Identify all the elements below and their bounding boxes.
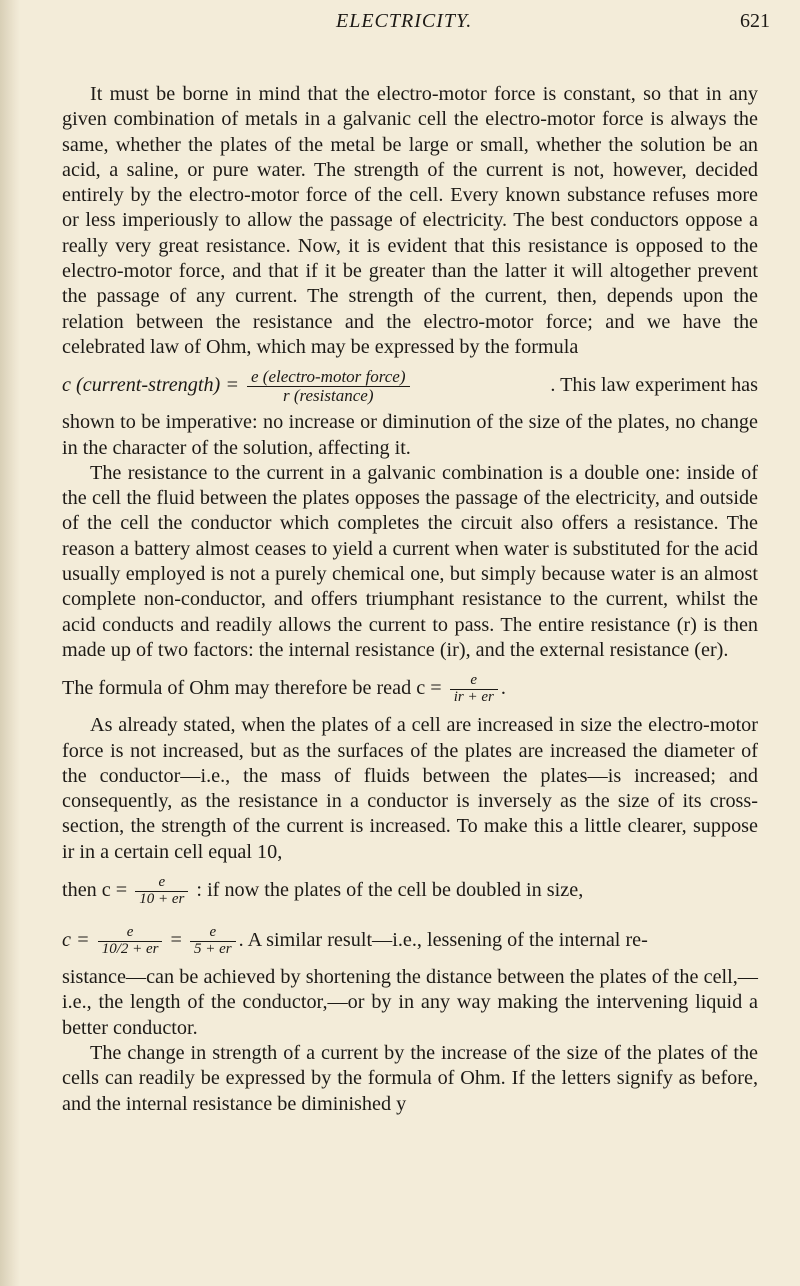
formula-lead-text: then c = [62, 879, 128, 902]
formula-numerator: e [470, 672, 478, 689]
body-text [62, 82, 758, 1117]
formula-fraction-simplified [190, 925, 236, 958]
running-title: ELECTRICITY. [336, 10, 473, 32]
formula-fraction [135, 875, 188, 908]
formula-ohm-internal-external [62, 663, 758, 713]
page-header [0, 4, 800, 36]
formula-period: . [500, 677, 506, 700]
formula-numerator: e [209, 924, 217, 941]
paragraph-change-in-strength: The change in strength of a current by the increase of the size of the plates of the cells can readily be expressed by the formula of Ohm. If the letters signify as before, and the internal resistance be diminished y [62, 1041, 758, 1115]
formula-lead-text: The formula of Ohm may therefore be read c = [62, 677, 442, 700]
formula-denominator: 10 + er [135, 891, 188, 908]
page-number: 621 [740, 10, 770, 32]
formula-denominator: r (resistance) [247, 386, 410, 405]
paragraph-plate-size: As already stated, when the plates of a cell are increased in size the electro-motor force is not increased, but as the surfaces of the plates are increased the diameter of the conductor—i.e., the mass of fluids between the plates—is increased; and consequently, as the resistance in a conductor is inversely as the size of its cross-section, the strength of the current is increased. To make this a little clearer, suppose ir in a certain cell equal 10, [62, 714, 758, 863]
formula-fraction [450, 673, 498, 706]
paragraph-ohm-law: It must be borne in mind that the electro-motor force is constant, so that in any given combination of metals in a galvanic cell the electro-motor force is always the same, whether the plates of the metal be large or small, whether the solution be an acid, a saline, or pure water. The strength of the current is not, however, decided entirely by the electro-motor force of the cell. Every known substance refuses more or less imperiously to allow the passage of electricity. The best conductors oppose a really very great resistance. Now, it is evident that this resistance is opposed to the electro-motor force, and that if it be greater than the latter it will altogether prevent the passage of any current. The strength of the current, then, depends upon the relation between the resistance and the electro-motor force; and we have the celebrated law of Ohm, which may be expressed by the formula [62, 83, 758, 358]
formula-example-one [62, 865, 758, 915]
formula-denominator: 5 + er [190, 941, 236, 958]
paragraph-continuation: shown to be imperative: no increase or diminution of the size of the plates, no change in the character of the solution, affecting it. [62, 411, 758, 459]
formula-numerator: e [126, 924, 134, 941]
formula-fraction [247, 368, 410, 405]
page-binding-edge [0, 0, 20, 1286]
formula-lead-text: c = [62, 929, 90, 952]
paragraph-continuation: sistance—can be achieved by shortening the distance between the plates of the cell,—i.e., the length of the conductor,—or by in any way making the intervening liquid a better conductor. [62, 966, 758, 1039]
formula-numerator: e [158, 874, 166, 891]
formula-trailing-text: : if now the plates of the cell be doubled in size, [196, 879, 584, 902]
formula-trailing-text: . This law experiment has [550, 374, 758, 397]
formula-equals: = [170, 929, 182, 952]
formula-lhs: c (current-strength) = [62, 374, 239, 397]
formula-numerator: e (electro-motor force) [251, 367, 406, 387]
formula-example-two [62, 915, 758, 965]
formula-fraction-halved [98, 925, 163, 958]
formula-denominator: 10/2 + er [98, 941, 163, 958]
formula-denominator: ir + er [450, 689, 498, 706]
paragraph-double-resistance: The resistance to the current in a galvanic combination is a double one: inside of the cell the fluid between the plates opposes the passage of the electricity, and outside of the cell the conductor which completes the circuit also offers a resistance. The reason a battery almost ceases to yield a current when water is substituted for the acid usually employed is not a purely chemical one, but simply because water is an almost complete non-conductor, and offers triumphant resistance to the current, whilst the acid conducts and readily allows the current to pass. The entire resistance (r) is then made up of two factors: the internal resistance (ir), and the external resistance (er). [62, 461, 758, 661]
formula-trailing-text: . A similar result—i.e., lessening of the internal re- [238, 929, 648, 952]
formula-ohm-law [62, 360, 758, 410]
